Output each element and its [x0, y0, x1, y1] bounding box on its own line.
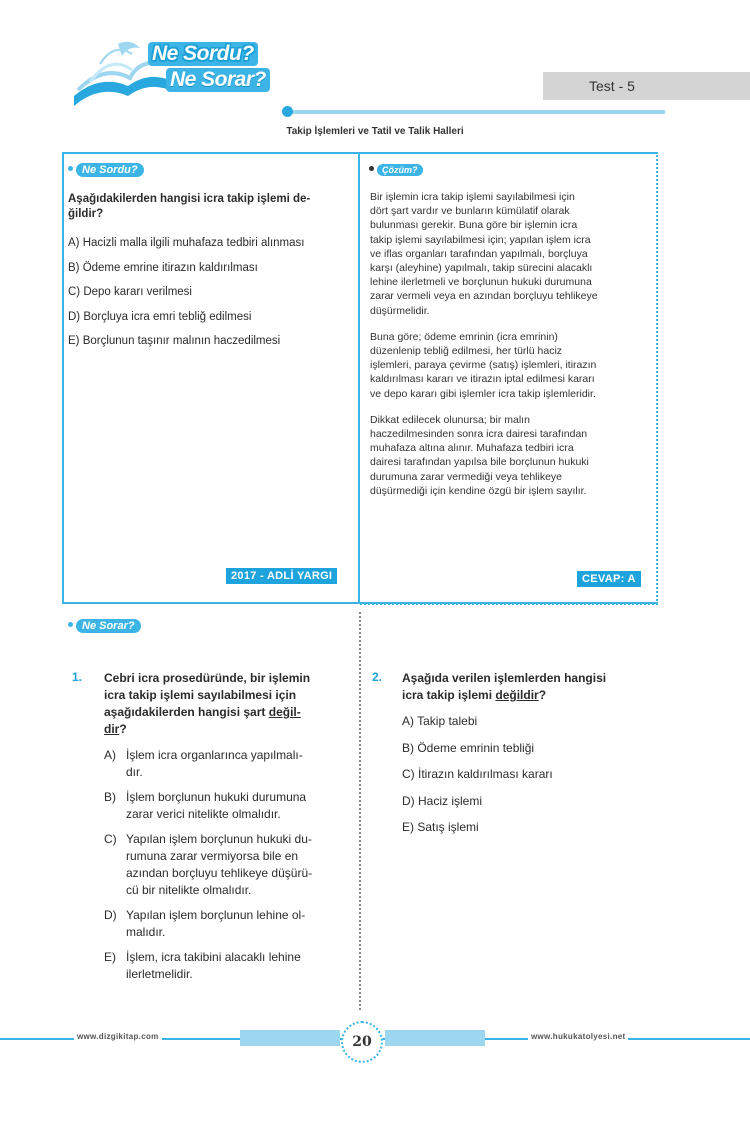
question-line: Cebri icra prosedüründe, bir işlemin	[104, 671, 311, 685]
underlined-fragment: değildir	[495, 688, 539, 702]
logo-line-2: Ne Sorar?	[166, 68, 270, 92]
option-b	[104, 789, 354, 823]
option-line: cü bir nitelikte olmalıdır.	[126, 883, 252, 897]
question-line	[104, 704, 354, 721]
cozum-label: Çözüm?	[377, 164, 423, 176]
text-line: Bir işlemin icra takip işlemi sayılabilmesi için	[370, 191, 575, 203]
text-line: bulunması gerekir. Buna göre bir işlemin icra	[370, 219, 578, 232]
option-c	[104, 831, 354, 899]
box-bottom-border	[360, 603, 658, 605]
text-line: lehine ilerletmeli ve borçlunun hukuki durumuna	[370, 276, 592, 289]
bullet-icon	[68, 622, 73, 627]
option-line: Yapılan işlem borçlunun hukuki du-	[126, 832, 312, 846]
text-line: düşürmediği için kendine özgü bir işlem sayılır.	[370, 484, 587, 497]
option-d: D) Haciz işlemi	[402, 793, 483, 808]
question-line: Aşağıdakilerden hangisi icra takip işlemi de-	[68, 193, 311, 205]
footer-block-right	[385, 1030, 485, 1046]
logo-line-1: Ne Sordu?	[148, 42, 258, 66]
text-line: ve depo kararı gibi işlemler icra takip işlemleridir.	[370, 387, 596, 400]
text-line: ve iflas organları tarafından yapılmalı, borçluya	[370, 247, 588, 260]
cozum-paragraph-1	[370, 190, 648, 318]
option-c: C) Depo kararı verilmesi	[68, 286, 192, 298]
option-e: E) Satış işlemi	[402, 820, 479, 834]
ne-sordu-question	[68, 192, 353, 222]
option-e: E) Borçlunun taşınır malının haczedilmesi	[68, 335, 281, 347]
answer-tag: CEVAP: A	[577, 571, 641, 587]
option-line: zarar verici nitelikte olmalıdır.	[126, 807, 281, 821]
question-1-text	[104, 670, 354, 738]
cozum-heading	[369, 160, 423, 178]
option-line: rumuna zarar vermiyorsa bile en	[126, 849, 299, 863]
option-a	[104, 747, 354, 781]
box-divider	[358, 152, 360, 604]
option-a: A) Hacizli malla ilgili muhafaza tedbiri alınması	[68, 237, 305, 249]
source-tag: 2017 - ADLİ YARGI	[226, 568, 337, 584]
text-line: muhafaza altına alınır. Muhafaza tedbiri icra	[370, 442, 574, 455]
text-line: dört şart vardır ve bunların kümülatif olarak	[370, 205, 570, 218]
question-line: icra takip işlemi sayılabilmesi için	[104, 688, 297, 702]
option-line: İşlem, icra takibini alacaklı lehine	[126, 950, 301, 964]
ne-sordu-options	[68, 236, 353, 359]
ne-sordu-heading	[68, 160, 144, 178]
text-line: düzenlenip tebliğ edilmesi, her türlü haciz	[370, 345, 563, 358]
option-letter: C)	[104, 832, 117, 846]
question-1-options	[104, 747, 354, 983]
cozum-paragraph-2	[370, 330, 648, 401]
page-number: 20	[341, 1021, 383, 1063]
question-line: ğildir?	[68, 208, 104, 220]
test-label: Test - 5	[543, 72, 750, 100]
question-2-options	[402, 713, 662, 846]
cozum-paragraph-3	[370, 413, 648, 498]
text-line: Dikkat edilecek olunursa; bir malın	[370, 413, 530, 426]
question-2-text	[402, 670, 662, 704]
question-line	[104, 721, 354, 738]
option-b: B) Ödeme emrinin tebliği	[402, 740, 535, 755]
option-line: İşlem icra organlarınca yapılmalı-	[126, 748, 303, 762]
question-mark: ?	[538, 688, 547, 702]
text-line: karşı (aleyhine) yapılmalı, takip sürecini alacaklı	[370, 262, 593, 275]
ne-sordu-label: Ne Sordu?	[76, 163, 144, 177]
bullet-icon	[369, 166, 374, 171]
option-line: İşlem borçlunun hukuki durumuna	[126, 790, 307, 804]
option-a: A) Takip talebi	[402, 714, 478, 728]
header-dot	[282, 106, 293, 117]
underlined-fragment: değil-	[268, 705, 301, 719]
section-title: Takip İşlemleri ve Tatil ve Talik Halleri	[286, 126, 464, 137]
option-e	[104, 949, 354, 983]
option-line: dır.	[126, 765, 143, 779]
question-line	[402, 687, 662, 704]
text-line: düşürmelidir.	[370, 304, 430, 317]
question-line: Aşağıda verilen işlemlerden hangisi	[402, 671, 607, 685]
option-line: Yapılan işlem borçlunun lehine ol-	[126, 908, 306, 922]
bullet-icon	[68, 166, 73, 171]
text-line: işlemleri, paraya çevirme (satış) işlemleri, itirazın	[370, 359, 597, 372]
footer-left-url[interactable]: www.dizgikitap.com	[74, 1032, 162, 1041]
option-line: ilerletmelidir.	[126, 967, 193, 981]
column-divider	[359, 612, 361, 1010]
option-d: D) Borçluya icra emri tebliğ edilmesi	[68, 310, 252, 323]
option-d	[104, 907, 354, 941]
box-right-border	[656, 152, 658, 604]
option-letter: A)	[104, 748, 116, 762]
footer-right-url[interactable]: www.hukukatolyesi.net	[528, 1032, 628, 1041]
option-letter: B)	[104, 790, 116, 804]
text-line: durumuna zarar vermediği veya tehlikeye	[370, 470, 563, 483]
text-line: kaldırılması kararı ve itirazın iptal edilmesi kararı	[370, 373, 595, 386]
text-line: dairesi tarafından yapılsa bile borçlunun hukuki	[370, 456, 589, 469]
text-line: Buna göre; ödeme emrinin (icra emrinin)	[370, 330, 558, 343]
option-line: malıdır.	[126, 925, 166, 939]
text-line: haczedilmesinden sonra icra dairesi tarafından	[370, 428, 588, 441]
option-letter: E)	[104, 950, 116, 964]
option-line: azından borçluyu tehlikeye düşürü-	[126, 866, 313, 880]
question-2-number: 2.	[372, 670, 383, 684]
option-letter: D)	[104, 908, 117, 922]
question-fragment: icra takip işlemi	[402, 688, 496, 702]
question-mark: ?	[119, 722, 127, 736]
cozum-text	[370, 190, 648, 498]
ne-sorar-label: Ne Sorar?	[76, 619, 141, 633]
option-c: C) İtirazın kaldırılması kararı	[402, 767, 553, 781]
footer-block-left	[240, 1030, 340, 1046]
question-fragment: aşağıdakilerden hangisi şart	[104, 705, 269, 719]
underlined-fragment: dir	[104, 722, 120, 736]
text-line: takip işlemi sayılabilmesi için; yapılan işlem icra	[370, 233, 591, 246]
option-b: B) Ödeme emrine itirazın kaldırılması	[68, 261, 258, 274]
ne-sorar-heading	[68, 616, 141, 634]
header-rule	[290, 110, 665, 114]
logo	[70, 28, 300, 120]
question-1-number: 1.	[72, 670, 83, 684]
text-line: zarar vermeli veya en azından borçluyu tehlikeye	[370, 290, 598, 303]
